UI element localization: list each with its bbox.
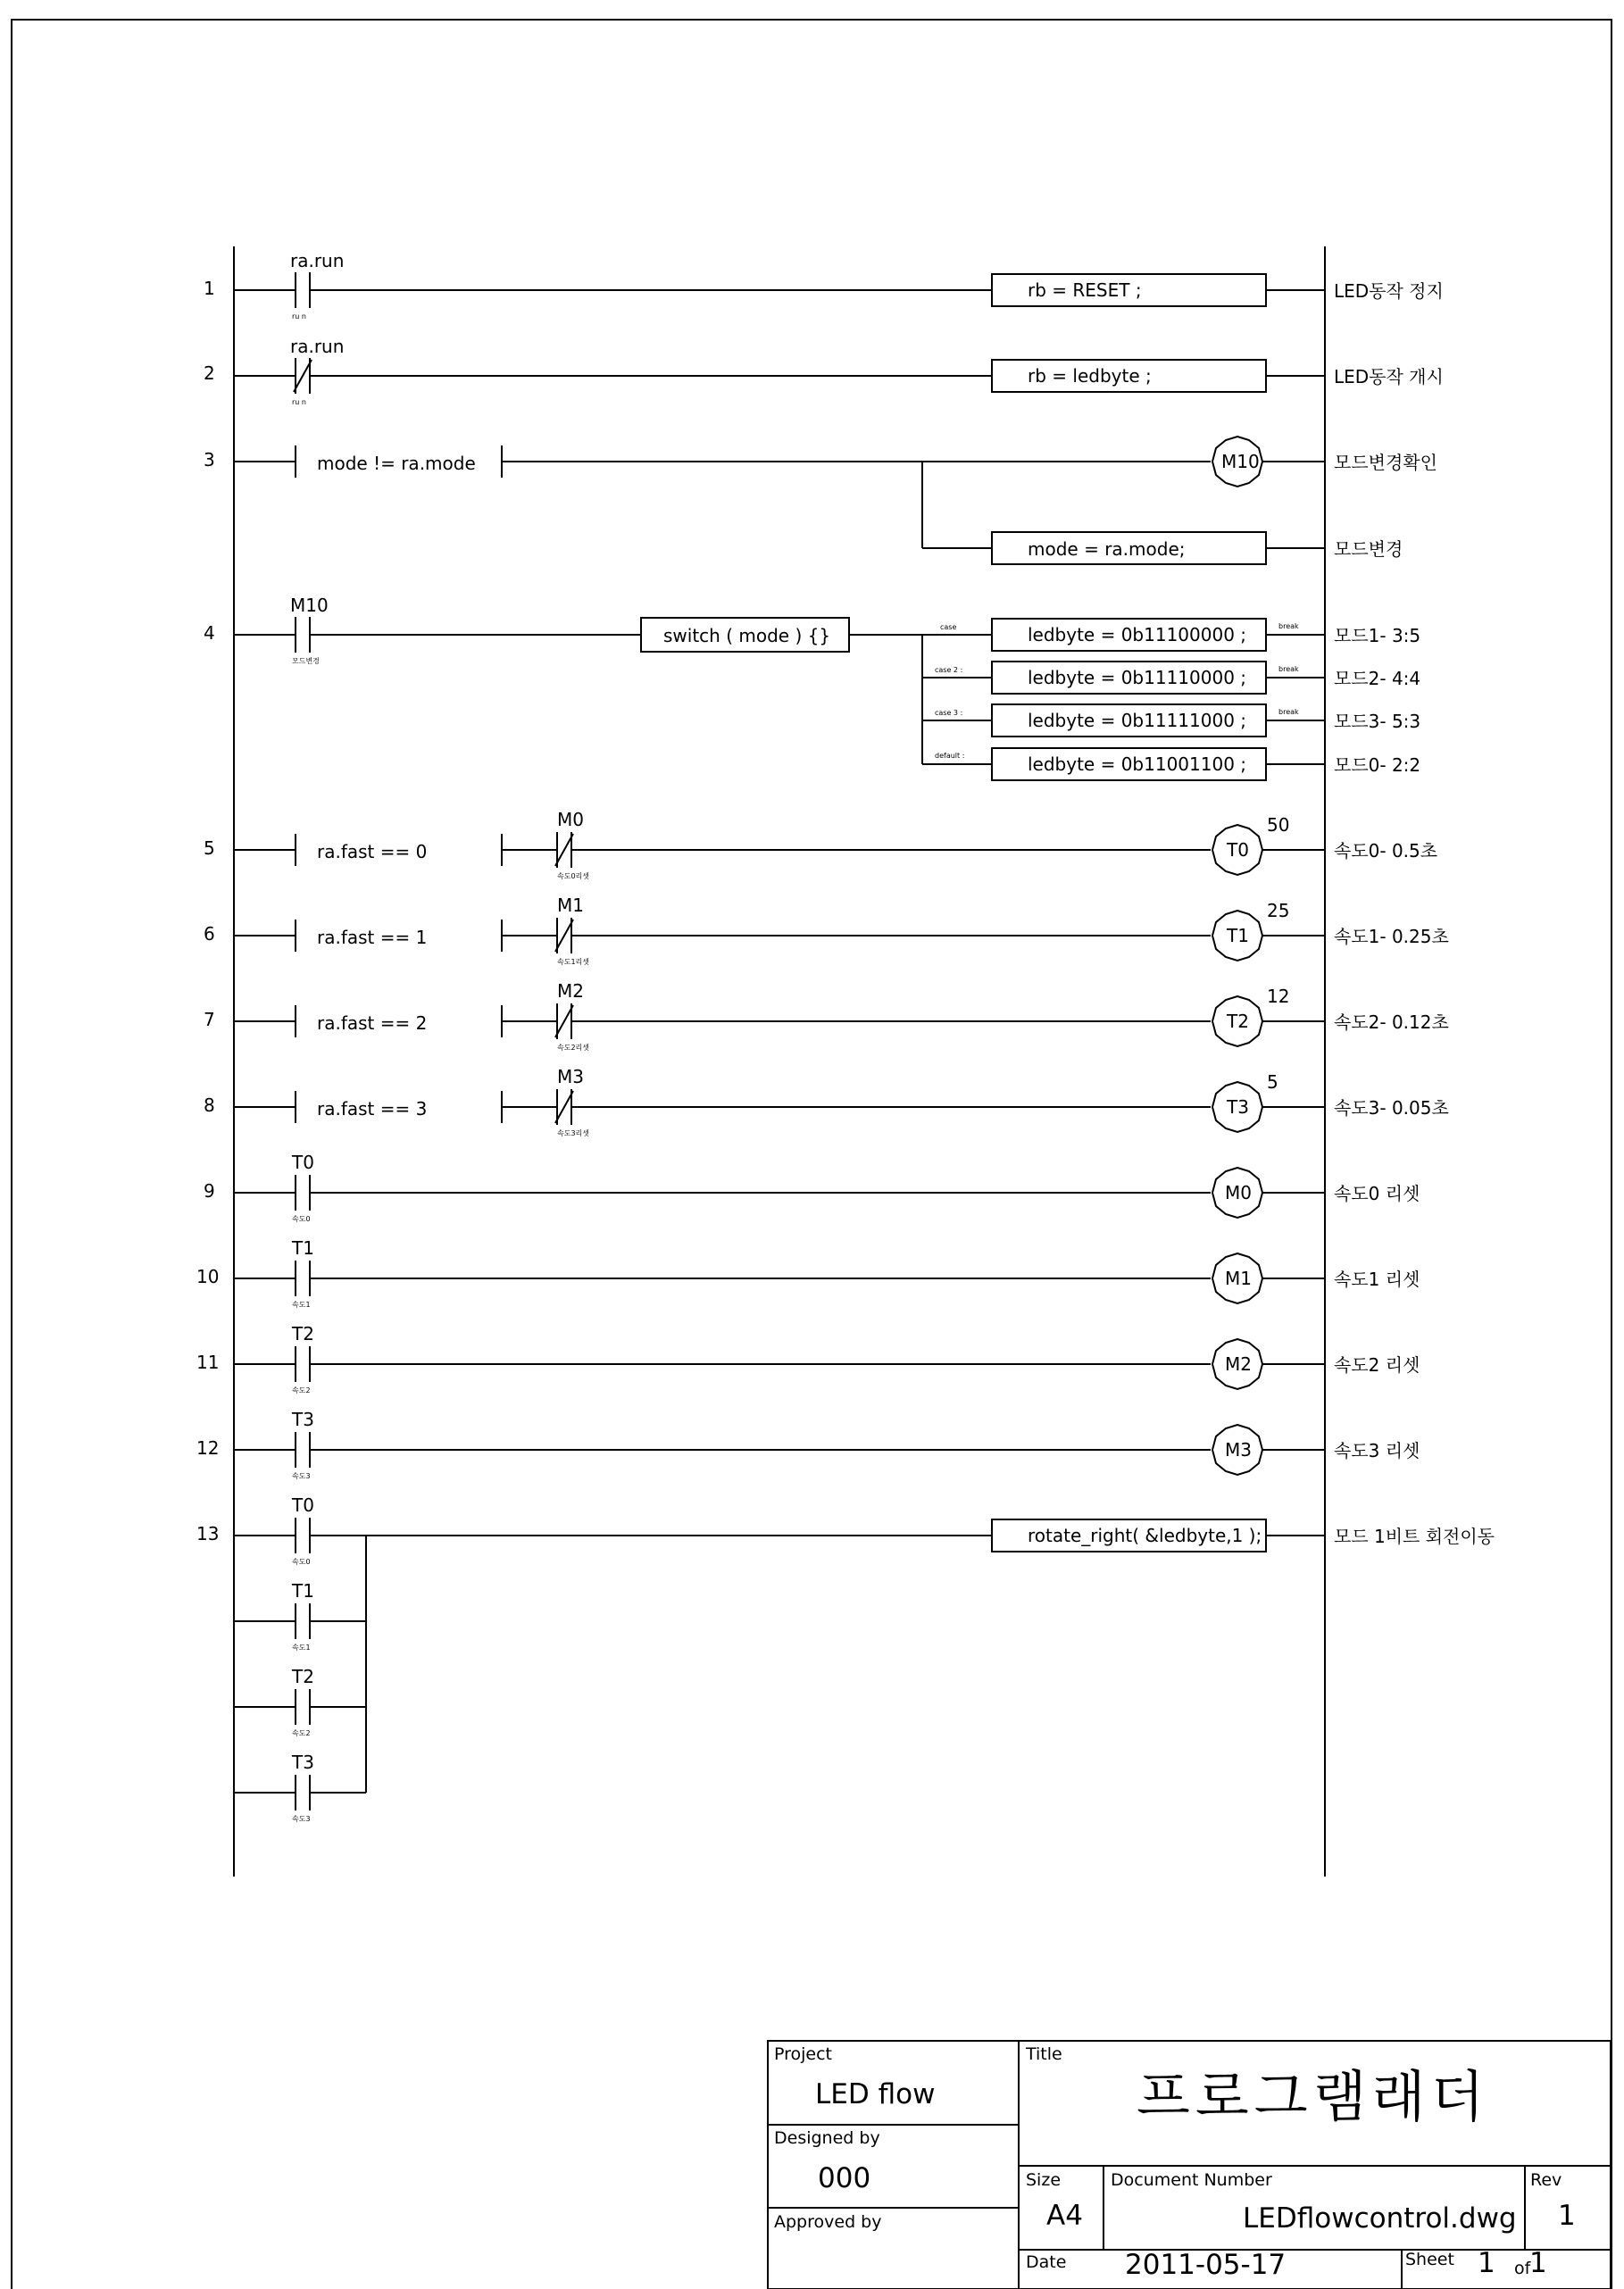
coil-text: rb = RESET ; [1028, 279, 1142, 301]
rung-number: 6 [204, 923, 215, 945]
drawing-title: 프로그램래더 [1137, 2064, 1490, 2129]
rev-label: Rev [1530, 2170, 1562, 2190]
rung-comment: 속도0 리셋 [1334, 1183, 1420, 1204]
contact-label: T1 [292, 1580, 314, 1602]
contact-sub: 속도1 [292, 1301, 311, 1309]
contact-sub: 속도2 [292, 1386, 311, 1394]
rung-comment: 모드 1비트 회전이동 [1334, 1526, 1495, 1547]
case-label: case [940, 623, 957, 631]
contact-label: T2 [292, 1323, 314, 1344]
rung-10 [196, 1237, 1420, 1309]
coil-text: rb = ledbyte ; [1028, 365, 1152, 387]
size-label: Size [1026, 2170, 1062, 2190]
contact-sub: 속도0 [292, 1215, 311, 1223]
case-branch [922, 748, 1420, 780]
case-label: default : [935, 752, 965, 760]
contact-label: ra.run [290, 250, 345, 271]
condition-text: ra.fast == 3 [317, 1098, 428, 1120]
condition-text: ra.fast == 1 [317, 927, 428, 948]
break-label: break [1278, 622, 1299, 630]
rung-13 [196, 1494, 1495, 1823]
rung-12 [196, 1409, 1420, 1480]
contact-sub: 속도0리셋 [557, 872, 590, 880]
document-number-label: Document Number [1111, 2170, 1272, 2190]
sheet-of-label: of [1514, 2259, 1531, 2278]
title-label: Title [1026, 2044, 1062, 2064]
rung-comment: 속도3- 0.05초 [1334, 1097, 1449, 1119]
contact-sub: 속도3 [292, 1472, 311, 1480]
title-block [768, 2041, 1611, 2289]
coil-text: ledbyte = 0b11100000 ; [1028, 624, 1247, 645]
contact-label: M0 [557, 809, 584, 830]
coil-text-2: mode = ra.mode; [1028, 538, 1186, 560]
rung-number: 13 [196, 1523, 220, 1544]
timer-preset: 25 [1267, 900, 1290, 921]
coil-text: M0 [1225, 1182, 1252, 1203]
coil-text: T1 [1227, 925, 1249, 946]
coil-text: rotate_right( &ledbyte,1 ); [1028, 1525, 1262, 1546]
rung-2 [204, 336, 1444, 406]
contact-sub: ru n [292, 398, 306, 406]
rung-number: 7 [204, 1009, 215, 1030]
rung-11 [196, 1323, 1420, 1394]
contact-label: M3 [557, 1066, 584, 1087]
coil-text: ledbyte = 0b11001100 ; [1028, 753, 1247, 775]
date-label: Date [1026, 2252, 1067, 2272]
rung-number: 2 [204, 362, 215, 384]
coil-text: M2 [1225, 1353, 1252, 1375]
contact-sub: 속도2 [292, 1729, 311, 1737]
contact-sub: 속도1리셋 [557, 958, 590, 966]
coil-text: T0 [1227, 839, 1249, 861]
sheet-total: 1 [1529, 2247, 1547, 2279]
contact-sub: 속도2리셋 [557, 1044, 590, 1052]
rung-number: 10 [196, 1266, 220, 1287]
rung-number: 5 [204, 837, 215, 859]
coil-text: M10 [1221, 451, 1260, 472]
contact-sub: 모드변경 [292, 657, 320, 665]
case-label: case 2 : [935, 666, 963, 674]
rung-comment: 속도1- 0.25초 [1334, 926, 1449, 947]
approved-by-label: Approved by [774, 2212, 882, 2232]
sheet-number: 1 [1478, 2247, 1495, 2279]
rung-comment: 모드0- 2:2 [1334, 754, 1421, 776]
document-number-value: LEDflowcontrol.dwg [1243, 2202, 1517, 2235]
rung-comment: 모드2- 4:4 [1334, 668, 1421, 689]
contact-sub: ru n [292, 312, 306, 320]
contact-label: T3 [292, 1409, 314, 1430]
contact-label: T3 [292, 1752, 314, 1773]
rung-comment: 속도3 리셋 [1334, 1440, 1420, 1461]
break-label: break [1278, 665, 1299, 673]
contact-label: M2 [557, 980, 584, 1002]
designed-by-label: Designed by [774, 2128, 880, 2148]
rung-comment: 속도2- 0.12초 [1334, 1011, 1449, 1033]
designed-by-value: 000 [818, 2162, 871, 2194]
contact-sub: 속도0 [292, 1558, 311, 1566]
coil-text: ledbyte = 0b11110000 ; [1028, 667, 1247, 688]
rung-8 [204, 1066, 1449, 1137]
rung-number: 8 [204, 1095, 215, 1116]
condition-text: ra.fast == 2 [317, 1012, 428, 1034]
contact-label: T0 [292, 1152, 314, 1173]
rung-comment: 속도0- 0.5초 [1334, 840, 1438, 861]
project-label: Project [774, 2044, 833, 2064]
contact-sub: 속도3리셋 [557, 1129, 590, 1137]
contact-label: T0 [292, 1494, 314, 1516]
rung-comment: 모드변경확인 [1334, 452, 1437, 473]
date-value: 2011-05-17 [1125, 2249, 1287, 2281]
contact-sub: 속도3 [292, 1815, 311, 1823]
rung-number: 12 [196, 1437, 220, 1459]
coil-text: T2 [1227, 1011, 1249, 1032]
contact-label: ra.run [290, 336, 345, 357]
rung-4 [204, 595, 1420, 780]
break-label: break [1278, 708, 1299, 716]
contact-sub: 속도1 [292, 1644, 311, 1652]
rung-5 [204, 809, 1437, 880]
rung-comment: 속도1 리셋 [1334, 1269, 1420, 1290]
function-text: switch ( mode ) {} [663, 625, 831, 646]
rung-comment: LED동작 개시 [1334, 366, 1444, 387]
rev-value: 1 [1558, 2200, 1576, 2232]
case-branch [922, 704, 1420, 737]
timer-preset: 12 [1267, 986, 1290, 1007]
coil-text: M1 [1225, 1268, 1252, 1289]
rung-7 [204, 980, 1449, 1052]
rung-number: 11 [196, 1352, 220, 1373]
sheet-border [12, 20, 1612, 2289]
rung-comment: 모드1- 3:5 [1334, 625, 1421, 646]
rung-number: 9 [204, 1180, 215, 1202]
contact-label: M10 [290, 595, 329, 616]
coil-text: T3 [1227, 1096, 1249, 1118]
contact-label: M1 [557, 895, 584, 916]
rung-1 [204, 250, 1444, 320]
rung-number: 3 [204, 449, 215, 470]
case-branch [940, 619, 1420, 651]
timer-preset: 50 [1267, 814, 1290, 836]
rung-number: 4 [204, 622, 215, 644]
coil-text: ledbyte = 0b11111000 ; [1028, 710, 1247, 731]
coil-text: M3 [1225, 1439, 1252, 1461]
rung-comment: 모드3- 5:3 [1334, 711, 1421, 732]
case-branch [922, 662, 1420, 694]
rung-comment: 속도2 리셋 [1334, 1354, 1420, 1376]
size-value: A4 [1046, 2200, 1083, 2232]
timer-preset: 5 [1267, 1071, 1278, 1093]
project-value: LED flow [815, 2078, 936, 2110]
rung-comment-2: 모드변경 [1334, 538, 1403, 560]
rung-6 [204, 895, 1449, 966]
condition-text: ra.fast == 0 [317, 841, 428, 862]
rung-number: 1 [204, 278, 215, 299]
contact-label: T2 [292, 1666, 314, 1687]
rung-comment: LED동작 정지 [1334, 280, 1444, 302]
contact-label: T1 [292, 1237, 314, 1259]
rung-3 [204, 437, 1437, 564]
case-label: case 3 : [935, 709, 963, 717]
condition-text: mode != ra.mode [317, 453, 476, 474]
sheet-label: Sheet [1405, 2250, 1454, 2269]
rung-9 [204, 1152, 1420, 1223]
